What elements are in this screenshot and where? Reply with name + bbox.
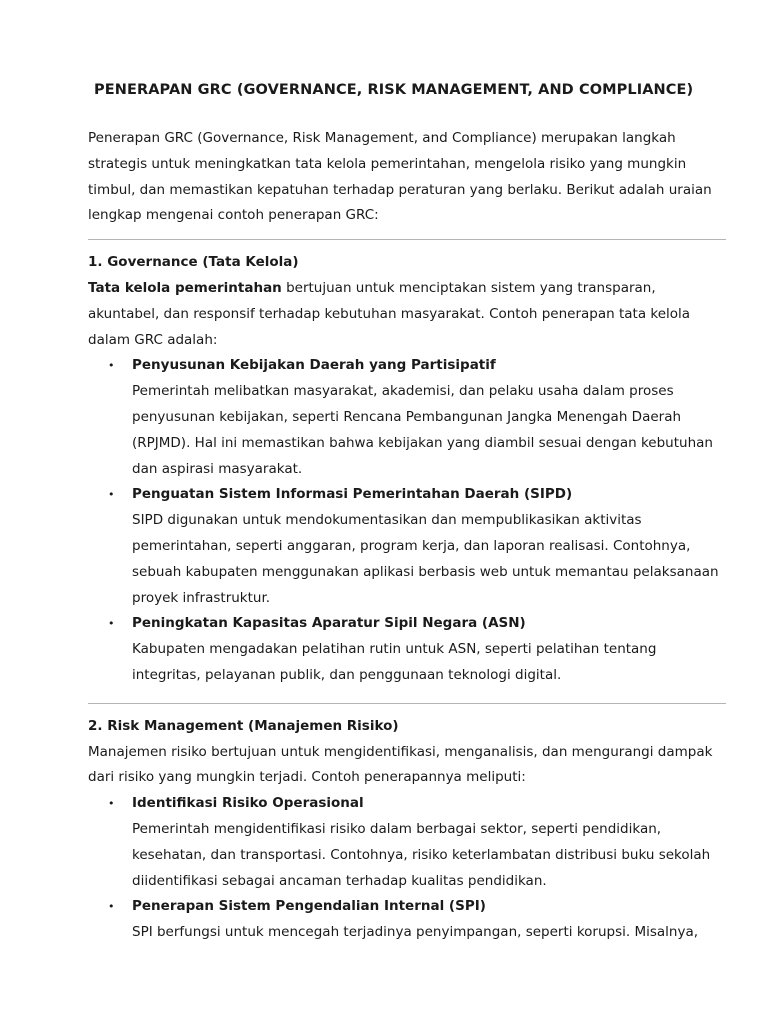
section-risk-management bbox=[88, 714, 726, 946]
document-title: PENERAPAN GRC (GOVERNANCE, RISK MANAGEMENT, AND COMPLIANCE) bbox=[94, 82, 694, 98]
spacer bbox=[88, 689, 726, 693]
section-governance bbox=[88, 250, 726, 689]
bullet-icon: • bbox=[108, 488, 115, 502]
list-item-desc: Pemerintah mengidentifikasi risiko dalam berbagai sektor, seperti pendidikan, kesehatan, dan transportasi. Contohnya, risiko keterlambatan distribusi buku sekolah diidentifikasi sebagai ancaman terhadap kualitas pendidikan. bbox=[132, 820, 711, 889]
section-intro: Manajemen risiko bertujuan untuk mengidentifikasi, menganalisis, dan mengurangi dampak dari risiko yang mungkin terjadi. Contoh penerapannya meliputi: bbox=[88, 743, 713, 786]
list-item bbox=[88, 791, 726, 894]
list-item-desc: SIPD digunakan untuk mendokumentasikan dan mempublikasikan aktivitas pemerintahan, seperti anggaran, program kerja, dan laporan realisasi. Contohnya, sebuah kabupaten menggunakan aplikasi berbasis web untuk memantau pelaksanaan proyek infrastruktur. bbox=[132, 512, 719, 606]
list-item bbox=[88, 611, 726, 688]
list-item-title: Penerapan Sistem Pengendalian Internal (SPI) bbox=[132, 898, 486, 915]
bullet-icon: • bbox=[108, 900, 115, 914]
section-intro bbox=[88, 276, 726, 353]
list-item bbox=[88, 353, 726, 482]
section-divider bbox=[88, 239, 726, 240]
list-item-title: Identifikasi Risiko Operasional bbox=[132, 795, 364, 812]
bullet-icon: • bbox=[108, 617, 115, 631]
intro-paragraph: Penerapan GRC (Governance, Risk Management, and Compliance) merupakan langkah strategis untuk meningkatkan tata kelola pemerintahan, mengelola risiko yang mungkin timbul, dan memastikan kepatuhan terhadap peraturan yang berlaku. Berikut adalah uraian lengkap mengenai contoh penerapan GRC: bbox=[88, 130, 712, 224]
list-item-desc: SPI berfungsi untuk mencegah terjadinya penyimpangan, seperti korupsi. Misalnya, bbox=[132, 924, 699, 941]
bullet-list bbox=[88, 791, 726, 946]
section-heading: 1. Governance (Tata Kelola) bbox=[88, 254, 299, 271]
list-item bbox=[88, 894, 726, 946]
bullet-list bbox=[88, 353, 726, 688]
section-divider bbox=[88, 703, 726, 704]
list-item-desc: Pemerintah melibatkan masyarakat, akademisi, dan pelaku usaha dalam proses penyusunan kebijakan, seperti Rencana Pembangunan Jangka Menengah Daerah (RPJMD). Hal ini memastikan bahwa kebijakan yang diambil sesuai dengan kebutuhan dan aspirasi masyarakat. bbox=[132, 383, 713, 477]
list-item-title: Penguatan Sistem Informasi Pemerintahan Daerah (SIPD) bbox=[132, 486, 573, 503]
list-item-desc: Kabupaten mengadakan pelatihan rutin untuk ASN, seperti pelatihan tentang integritas, pelayanan publik, dan penggunaan teknologi digital. bbox=[132, 641, 657, 683]
list-item-title: Penyusunan Kebijakan Daerah yang Partisipatif bbox=[132, 357, 496, 374]
list-item bbox=[88, 482, 726, 611]
bullet-icon: • bbox=[108, 797, 115, 811]
section-intro-text: bertujuan untuk menciptakan sistem yang transparan, akuntabel, dan responsif terhadap kebutuhan masyarakat. Contoh penerapan tata kelola dalam GRC adalah: bbox=[88, 279, 691, 348]
list-item-title: Peningkatan Kapasitas Aparatur Sipil Negara (ASN) bbox=[132, 615, 526, 632]
section-heading: 2. Risk Management (Manajemen Risiko) bbox=[88, 717, 399, 734]
section-intro-bold: Tata kelola pemerintahan bbox=[88, 279, 282, 296]
bullet-icon: • bbox=[108, 359, 115, 373]
